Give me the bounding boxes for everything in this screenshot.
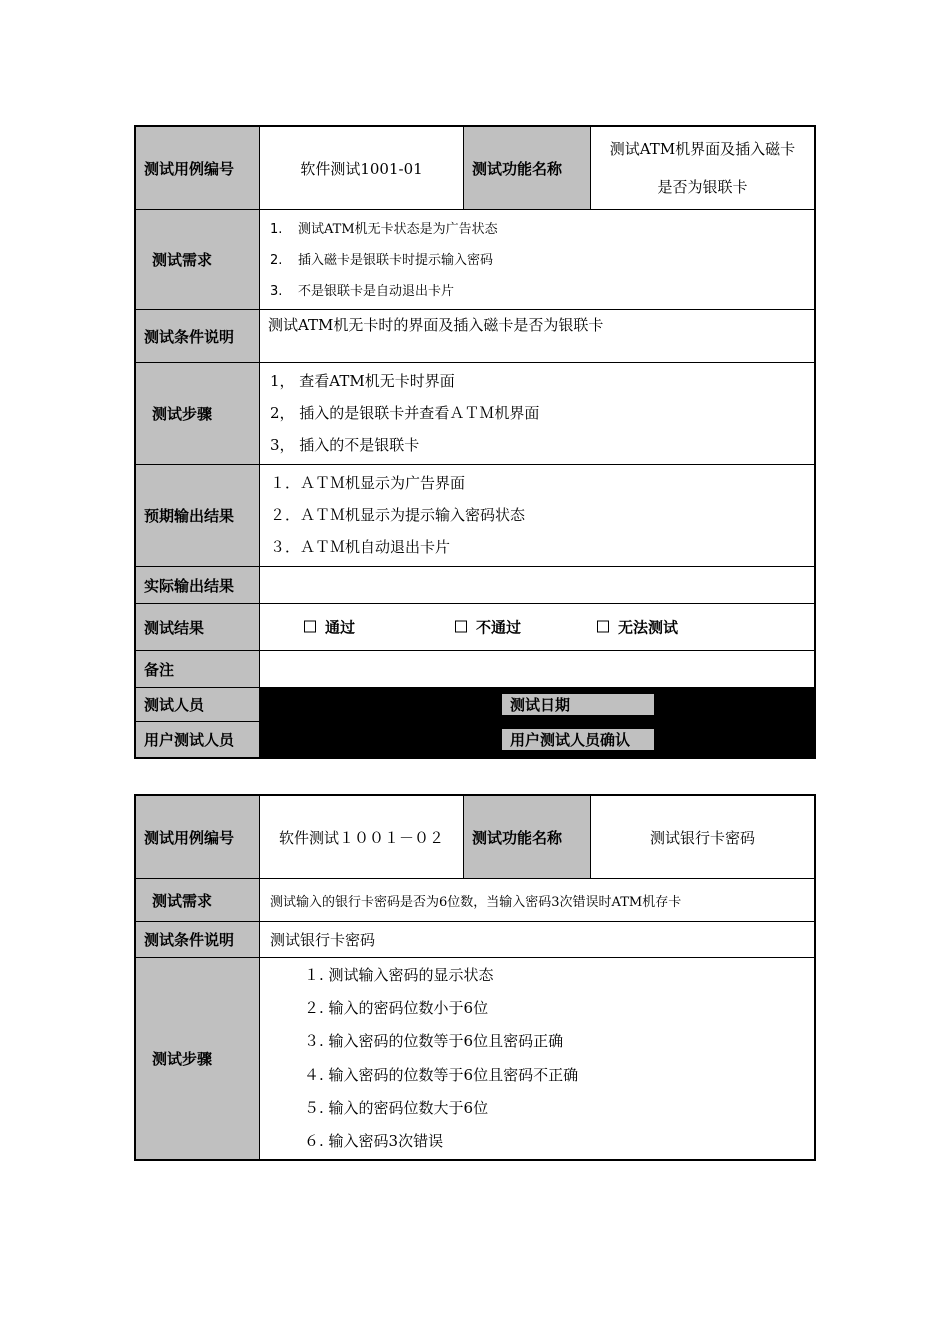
case-id-label: 测试用例编号 — [136, 127, 259, 209]
function-name-value — [591, 127, 814, 209]
steps-list — [260, 363, 814, 464]
step-item: ６. 输入密码3次错误 — [304, 1131, 444, 1150]
result-option-fail[interactable]: 不通过 — [455, 617, 521, 638]
remark-label: 备注 — [136, 651, 259, 687]
step-item: 3， 插入的不是银联卡 — [270, 435, 420, 454]
checkbox-icon[interactable] — [597, 620, 609, 632]
step-item: ３. 输入密码的位数等于6位且密码正确 — [304, 1032, 564, 1051]
step-item: ４. 输入密码的位数等于6位且密码不正确 — [304, 1065, 579, 1084]
steps-label: 测试步骤 — [136, 363, 259, 464]
requirement-item: 3. 不是银联卡是自动退出卡片 — [270, 284, 455, 299]
requirements-label: 测试需求 — [136, 210, 259, 309]
result-label: 测试结果 — [136, 604, 259, 650]
result-option-untestable[interactable]: 无法测试 — [597, 617, 678, 638]
expected-item: ２．ＡＴＭ机显示为提示输入密码状态 — [270, 505, 526, 524]
condition-value: 测试ATM机无卡时的界面及插入磁卡是否为银联卡 — [260, 310, 814, 362]
function-name-value: 测试银行卡密码 — [591, 796, 814, 878]
checkbox-icon[interactable] — [455, 620, 467, 632]
step-item: ５. 输入的密码位数大于6位 — [304, 1098, 489, 1117]
requirement-item: 1. 测试ATM机无卡状态是为广告状态 — [270, 222, 498, 237]
tester-label: 测试人员 — [136, 688, 259, 721]
actual-value-field[interactable] — [260, 567, 814, 603]
result-options — [260, 604, 814, 650]
test-date-label: 测试日期 — [502, 694, 654, 715]
result-option-pass[interactable]: 通过 — [304, 617, 355, 638]
step-item: 2， 插入的是银联卡并查看ＡＴＭ机界面 — [270, 403, 540, 422]
step-item: 1， 查看ATM机无卡时界面 — [270, 372, 455, 391]
checkbox-icon[interactable] — [304, 620, 316, 632]
function-name-label: 测试功能名称 — [464, 796, 590, 878]
step-item: １. 测试输入密码的显示状态 — [304, 966, 494, 985]
test-case-table-2 — [134, 794, 816, 1161]
function-name-line-2: 是否为银联卡 — [657, 178, 748, 196]
expected-label: 预期输出结果 — [136, 465, 259, 566]
requirements-list — [260, 210, 814, 309]
case-id-label: 测试用例编号 — [136, 796, 259, 878]
case-id-value: 软件测试1001-01 — [260, 127, 463, 209]
requirement-item: 2. 插入磁卡是银联卡时提示输入密码 — [270, 253, 494, 268]
requirements-value: 测试输入的银行卡密码是否为6位数，当输入密码3次错误时ATM机存卡 — [260, 879, 814, 921]
test-case-table-1 — [134, 125, 816, 759]
expected-item: ３．ＡＴＭ机自动退出卡片 — [270, 537, 451, 556]
expected-list — [260, 465, 814, 566]
tester-row — [260, 688, 814, 721]
user-confirm-label: 用户测试人员确认 — [502, 729, 654, 750]
user-tester-row — [260, 722, 814, 757]
steps-list — [260, 958, 814, 1159]
step-item: ２. 输入的密码位数小于6位 — [304, 999, 489, 1018]
condition-value: 测试银行卡密码 — [260, 922, 814, 957]
condition-label: 测试条件说明 — [136, 922, 259, 957]
function-name-line-1: 测试ATM机界面及插入磁卡 — [609, 140, 796, 158]
remark-field[interactable] — [260, 651, 814, 687]
actual-label: 实际输出结果 — [136, 567, 259, 603]
function-name-label: 测试功能名称 — [464, 127, 590, 209]
requirements-label: 测试需求 — [136, 879, 259, 921]
steps-label: 测试步骤 — [136, 958, 259, 1159]
case-id-value: 软件测试１００１－０２ — [260, 796, 463, 878]
condition-label: 测试条件说明 — [136, 310, 259, 362]
expected-item: １．ＡＴＭ机显示为广告界面 — [270, 474, 466, 493]
user-tester-label: 用户测试人员 — [136, 722, 259, 757]
